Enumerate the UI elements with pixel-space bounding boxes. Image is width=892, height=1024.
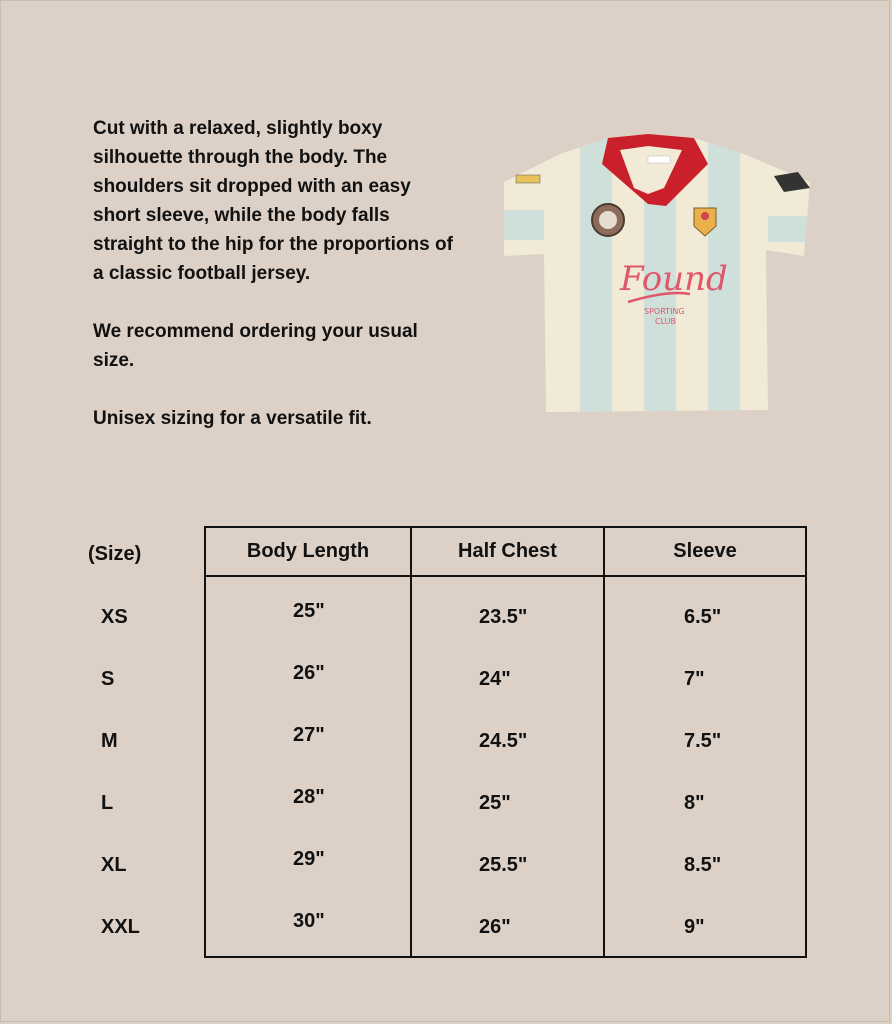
jersey-wordmark: Found bbox=[620, 259, 728, 299]
header-divider bbox=[206, 575, 805, 577]
size-column-header: (Size) bbox=[88, 543, 142, 565]
size-label-s: S bbox=[101, 668, 115, 690]
size-label-l: L bbox=[101, 792, 114, 814]
jersey-image bbox=[498, 130, 816, 420]
cell-sleeve: 6.5" bbox=[684, 606, 722, 628]
jersey-sub-line-2: CLUB bbox=[655, 317, 676, 326]
header-body-length: Body Length bbox=[246, 540, 370, 562]
size-recommendation: We recommend ordering your usual size. bbox=[93, 321, 418, 371]
size-label-xxl: XXL bbox=[101, 916, 140, 938]
cell-half-chest: 23.5" bbox=[479, 606, 528, 628]
cell-half-chest: 24.5" bbox=[479, 730, 528, 752]
cell-body-length: 29" bbox=[293, 848, 325, 870]
cell-sleeve: 9" bbox=[684, 916, 705, 938]
size-chart-table bbox=[204, 526, 807, 958]
cell-half-chest: 25.5" bbox=[479, 854, 528, 876]
column-divider bbox=[603, 528, 605, 956]
column-divider bbox=[410, 528, 412, 956]
size-label-xs: XS bbox=[101, 606, 128, 628]
cell-body-length: 27" bbox=[293, 724, 325, 746]
cell-body-length: 28" bbox=[293, 786, 325, 808]
cell-half-chest: 25" bbox=[479, 792, 511, 814]
jersey-sub-line-1: SPORTING bbox=[644, 307, 685, 316]
size-label-m: M bbox=[101, 730, 118, 752]
cell-half-chest: 24" bbox=[479, 668, 511, 690]
cell-body-length: 30" bbox=[293, 910, 325, 932]
header-half-chest: Half Chest bbox=[458, 540, 557, 562]
cell-body-length: 26" bbox=[293, 662, 325, 684]
cell-body-length: 25" bbox=[293, 600, 325, 622]
size-label-xl: XL bbox=[101, 854, 127, 876]
unisex-note: Unisex sizing for a versatile fit. bbox=[93, 408, 372, 429]
cell-sleeve: 8" bbox=[684, 792, 705, 814]
cell-half-chest: 26" bbox=[479, 916, 511, 938]
cell-sleeve: 7" bbox=[684, 668, 705, 690]
header-sleeve: Sleeve bbox=[673, 540, 737, 562]
fit-description bbox=[93, 114, 458, 433]
cell-sleeve: 8.5" bbox=[684, 854, 722, 876]
cell-sleeve: 7.5" bbox=[684, 730, 722, 752]
fit-paragraph: Cut with a relaxed, slightly boxy silhouette through the body. The shoulders sit dropped with an easy short sleeve, while the body falls straight to the hip for the proportions of a classic football jersey. bbox=[93, 118, 453, 284]
